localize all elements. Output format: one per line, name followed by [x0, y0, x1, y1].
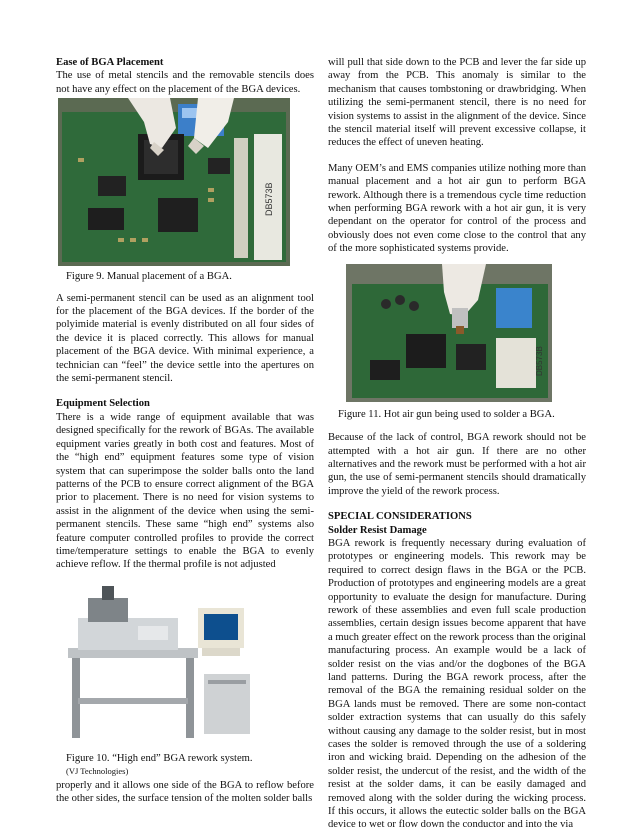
- fig11-board-label: DB573B: [535, 345, 544, 376]
- figure-11-photo: [346, 264, 552, 402]
- figure-11-caption: Figure 11. Hot air gun being used to solder a BGA.: [338, 408, 555, 420]
- figure-11: [328, 264, 586, 421]
- figure-9-caption: Figure 9. Manual placement of a BGA.: [66, 271, 232, 283]
- paragraph-semi-permanent-stencil: A semi-permanent stencil can be used as an alignment tool for the placement of the BGA devices. If the border of the polyimide material is evenly distributed on all four sides of the device it is placed correctly. This allows for manual placement of the BGA device. With minimal experience, a technician can “feel” the device settle into the apertures on the semi-permanent stencil.: [56, 292, 314, 385]
- paragraph-surface-tension: will pull that side down to the PCB and lever the far side up away from the PCB. This anomaly is similar to the mechanism that causes tombstoning or drawbridging. When utilizing the semi-permanent stencil, there is no need for vision systems to assist in the alignment of the device. Since the stencil material itself will prevent excessive collapse, it reduces the effect of uneven heating.: [328, 57, 586, 149]
- paragraph-solder-resist-damage: BGA rework is frequently necessary during evaluation of prototypes or engineering models. This rework may be required to correct design flaws in the BGA or the PCB. Production of prototypes and engineering models are a great opportunity to evaluate the design for manufacture. During rework of these assemblies and even full scale production assemblies, certain design issues become apparent that have a much greater effect on the rework process than the original manufacturing process. An example would be a lack of solder resist on the vias and/or the dogbones of the BGA land patterns. During the BGA rework process, after the removal of the BGA the remaining residual solder on the BGA lands must be removed. There are some non-contact solder extraction systems that can usually do this safely without causing any damage to the solder resist, but in most cases the solder is removed through the use of a soldering iron and wicking braid. Depending on the adhesion of the solder resist, the undercut of the resist, and the width of the resist at the solder dams, it can be easily damaged and removed along with the solder during the wicking process. If this occurs, it allows the eutectic solder balls on the BGA device to wet or flow down the conductor and into the via: [328, 537, 586, 831]
- paragraph-equipment-selection: There is a wide range of equipment available that was designed specifically for the rework of BGAs. The available equipment varies greatly in both cost and features. Most of the “high end” equipment features some type of vision system that can superimpose the solder balls onto the land patterns of the PCB to ensure correct alignment of the BGA prior to placement. There is no need for vision systems to assist in the alignment of the device when using the semi-permanent stencils. These same “high end” systems also feature computer controlled profiles to provide the correct time/temperature settings to enable the BGA to evenly achieve reflow. If the thermal profile is not adjusted: [56, 411, 314, 571]
- figure-9-photo: [58, 98, 290, 266]
- figure-10-photo: [58, 578, 258, 748]
- heading-solder-resist-damage: Solder Resist Damage: [328, 524, 427, 536]
- paragraph-lack-of-control: Because of the lack of control, BGA rework should not be attempted with a hot air gun. If there are no other alternatives and the rework must be performed with a hot air gun, the use of semi-permanent stencils should dramatically improve the yield of the rework process.: [328, 432, 586, 497]
- figure-10: [56, 578, 314, 779]
- right-column: [328, 56, 586, 832]
- figure-10-caption: Figure 10. “High end” BGA rework system.: [66, 752, 253, 764]
- fig9-board-label: DB573B: [264, 182, 274, 217]
- paragraph-hot-air-gun: Many OEM’s and EMS companies utilize nothing more than manual placement and a hot air gun to perform BGA rework. Although there is a tremendous cycle time reduction when performing BGA rework with a hot air gun, it is very dependant on the operator for control of the process and obviously does not even come close to the control that any of the more sophisticated systems provide.: [328, 162, 586, 255]
- paragraph-ease-of-placement: The use of metal stencils and the removable stencils does not have any effect on the placement of the BGA devices.: [56, 70, 314, 95]
- left-column: [56, 56, 314, 805]
- paragraph-thermal-profile-continued: properly and it allows one side of the BGA to reflow before the other sides, the surface tension of the molten solder balls: [56, 779, 314, 804]
- heading-special-considerations: SPECIAL CONSIDERATIONS: [328, 511, 472, 523]
- figure-10-credit: (VJ Technologies): [66, 766, 129, 777]
- heading-equipment-selection: Equipment Selection: [56, 398, 150, 410]
- figure-9: [56, 98, 314, 283]
- heading-ease-of-bga-placement: Ease of BGA Placement: [56, 57, 164, 68]
